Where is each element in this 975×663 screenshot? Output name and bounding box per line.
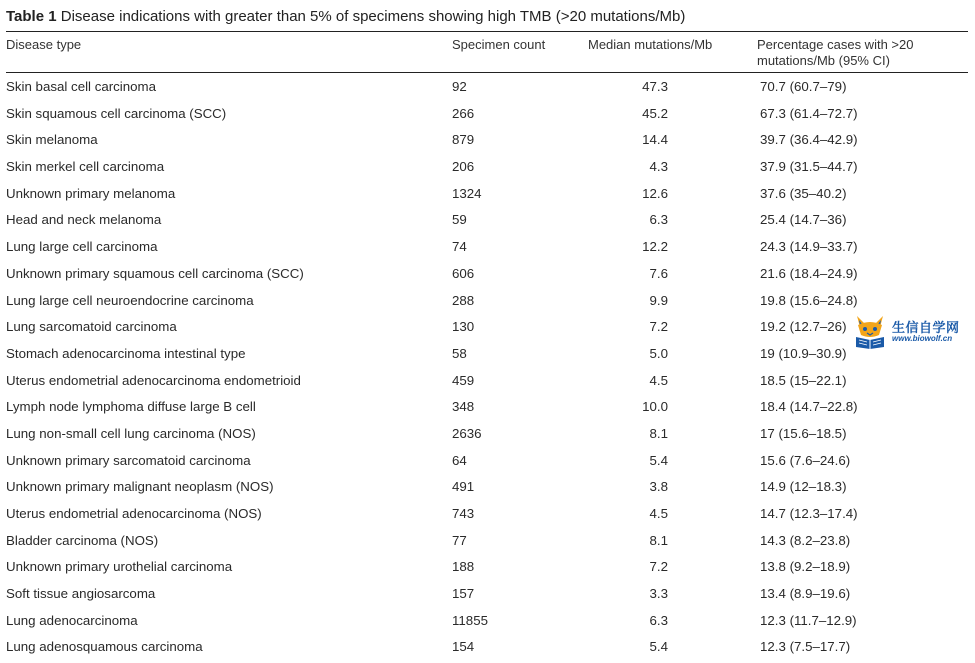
cell-median-mutations: 3.8 [649, 479, 668, 495]
cell-median-mutations: 3.3 [649, 586, 668, 602]
cell-median-mutations: 4.3 [649, 159, 668, 175]
cell-percentage-cases: 17 (15.6–18.5) [760, 425, 847, 441]
table-body [0, 75, 975, 662]
cell-disease-type: Uterus endometrial adenocarcinoma (NOS) [6, 506, 262, 521]
watermark-url: www.biowolf.cn [892, 334, 953, 343]
cell-median-mutations: 12.2 [642, 239, 668, 255]
cell-percentage-cases: 70.7 (60.7–79) [760, 79, 847, 94]
cell-median-mutations: 12.6 [642, 185, 668, 201]
cell-percentage-cases: 13.8 (9.2–18.9) [760, 559, 851, 575]
cell-median-mutations: 7.2 [649, 559, 668, 575]
cell-median-mutations: 6.3 [649, 212, 668, 228]
table-row [0, 289, 975, 316]
cell-specimen-count: 77 [452, 532, 467, 548]
cell-median-mutations: 7.6 [649, 265, 668, 281]
cell-percentage-cases: 14.9 (12–18.3) [760, 479, 847, 495]
cell-percentage-cases: 24.3 (14.9–33.7) [760, 239, 858, 255]
cell-specimen-count: 266 [452, 105, 475, 121]
table-row [0, 582, 975, 609]
cell-disease-type: Soft tissue angiosarcoma [6, 586, 156, 602]
cell-specimen-count: 92 [452, 79, 467, 94]
cell-disease-type: Lung adenosquamous carcinoma [6, 639, 203, 655]
cell-specimen-count: 130 [452, 319, 475, 335]
cell-disease-type: Lung non-small cell lung carcinoma (NOS) [6, 425, 256, 441]
cell-disease-type: Lung adenocarcinoma [6, 612, 138, 628]
table-row [0, 502, 975, 529]
table-row [0, 369, 975, 396]
table-row [0, 75, 975, 102]
cell-specimen-count: 743 [452, 506, 475, 521]
cell-percentage-cases: 19 (10.9–30.9) [760, 345, 847, 361]
header-specimen-count: Specimen count [452, 37, 546, 52]
cell-specimen-count: 59 [452, 212, 467, 228]
table-row [0, 449, 975, 476]
cell-disease-type: Unknown primary melanoma [6, 185, 176, 201]
table-row [0, 102, 975, 129]
cell-disease-type: Bladder carcinoma (NOS) [6, 532, 159, 548]
cell-percentage-cases: 67.3 (61.4–72.7) [760, 105, 858, 121]
cell-disease-type: Skin melanoma [6, 132, 98, 148]
table-row [0, 128, 975, 155]
cell-specimen-count: 154 [452, 639, 475, 655]
table-row [0, 395, 975, 422]
cell-median-mutations: 47.3 [642, 79, 668, 94]
cell-disease-type: Uterus endometrial adenocarcinoma endometrioid [6, 372, 301, 388]
table-row [0, 609, 975, 636]
cell-disease-type: Skin merkel cell carcinoma [6, 159, 165, 175]
cell-median-mutations: 45.2 [642, 105, 668, 121]
cell-percentage-cases: 14.7 (12.3–17.4) [760, 506, 858, 521]
cell-disease-type: Head and neck melanoma [6, 212, 162, 228]
cell-disease-type: Skin squamous cell carcinoma (SCC) [6, 105, 227, 121]
cell-disease-type: Lung large cell carcinoma [6, 239, 158, 255]
cell-median-mutations: 5.4 [649, 639, 668, 655]
cell-median-mutations: 5.0 [649, 345, 668, 361]
cell-median-mutations: 4.5 [649, 372, 668, 388]
table-row [0, 475, 975, 502]
table-row [0, 235, 975, 262]
cell-specimen-count: 1324 [452, 185, 482, 201]
cell-specimen-count: 206 [452, 159, 475, 175]
cell-disease-type: Lung sarcomatoid carcinoma [6, 319, 177, 335]
cell-percentage-cases: 14.3 (8.2–23.8) [760, 532, 851, 548]
table-row [0, 422, 975, 449]
cell-median-mutations: 9.9 [649, 292, 668, 308]
cell-median-mutations: 6.3 [649, 612, 668, 628]
cell-percentage-cases: 21.6 (18.4–24.9) [760, 265, 858, 281]
table-row [0, 555, 975, 582]
cell-specimen-count: 491 [452, 479, 475, 495]
header-median-mutations: Median mutations/Mb [588, 37, 713, 52]
table-row [0, 155, 975, 182]
cell-specimen-count: 11855 [452, 612, 488, 628]
table-row [0, 342, 975, 369]
watermark-title: 生信自学网 [892, 321, 960, 336]
cell-disease-type: Lymph node lymphoma diffuse large B cell [6, 399, 256, 415]
table-row [0, 262, 975, 289]
cell-percentage-cases: 18.4 (14.7–22.8) [760, 399, 858, 415]
fox-book-logo-icon [852, 313, 888, 349]
cell-median-mutations: 10.0 [642, 399, 668, 415]
table-row [0, 208, 975, 235]
cell-percentage-cases: 19.8 (15.6–24.8) [760, 292, 858, 308]
cell-disease-type: Unknown primary squamous cell carcinoma (SCC) [6, 265, 304, 281]
cell-disease-type: Unknown primary malignant neoplasm (NOS) [6, 479, 274, 495]
cell-median-mutations: 4.5 [649, 506, 668, 521]
cell-disease-type: Unknown primary sarcomatoid carcinoma [6, 452, 251, 468]
cell-percentage-cases: 25.4 (14.7–36) [760, 212, 847, 228]
cell-disease-type: Lung large cell neuroendocrine carcinoma [6, 292, 254, 308]
cell-percentage-cases: 37.6 (35–40.2) [760, 185, 847, 201]
cell-specimen-count: 459 [452, 372, 475, 388]
cell-percentage-cases: 18.5 (15–22.1) [760, 372, 847, 388]
table-row [0, 529, 975, 556]
cell-disease-type: Stomach adenocarcinoma intestinal type [6, 345, 246, 361]
cell-specimen-count: 58 [452, 345, 467, 361]
cell-percentage-cases: 12.3 (11.7–12.9) [760, 612, 857, 628]
cell-specimen-count: 2636 [452, 425, 482, 441]
header-disease-type: Disease type [6, 37, 82, 52]
cell-percentage-cases: 39.7 (36.4–42.9) [760, 132, 858, 148]
cell-specimen-count: 157 [452, 586, 475, 602]
cell-specimen-count: 188 [452, 559, 475, 575]
cell-percentage-cases: 12.3 (7.5–17.7) [760, 639, 851, 655]
cell-specimen-count: 64 [452, 452, 467, 468]
cell-specimen-count: 288 [452, 292, 475, 308]
cell-percentage-cases: 15.6 (7.6–24.6) [760, 452, 851, 468]
cell-specimen-count: 348 [452, 399, 475, 415]
cell-median-mutations: 8.1 [649, 425, 668, 441]
table-row [0, 182, 975, 209]
header-bottom-rule [6, 72, 968, 73]
cell-percentage-cases: 19.2 (12.7–26) [760, 319, 847, 335]
cell-median-mutations: 14.4 [642, 132, 668, 148]
cell-median-mutations: 5.4 [649, 452, 668, 468]
cell-specimen-count: 879 [452, 132, 475, 148]
cell-specimen-count: 74 [452, 239, 467, 255]
watermark [852, 313, 970, 349]
cell-median-mutations: 8.1 [649, 532, 668, 548]
header-percentage-cases: Percentage cases with >20 mutations/Mb (95% CI) [757, 37, 914, 68]
cell-percentage-cases: 37.9 (31.5–44.7) [760, 159, 858, 175]
table-row [0, 315, 975, 342]
table-caption-label: Table 1 [6, 8, 57, 25]
cell-specimen-count: 606 [452, 265, 475, 281]
cell-median-mutations: 7.2 [649, 319, 668, 335]
cell-disease-type: Unknown primary urothelial carcinoma [6, 559, 233, 575]
table-top-rule [6, 31, 968, 32]
table-row [0, 635, 975, 662]
table-caption-text: Disease indications with greater than 5% of specimens showing high TMB (>20 mutations/Mb) [60, 8, 686, 25]
cell-percentage-cases: 13.4 (8.9–19.6) [760, 586, 851, 602]
cell-disease-type: Skin basal cell carcinoma [6, 79, 157, 94]
table-caption [6, 8, 685, 26]
